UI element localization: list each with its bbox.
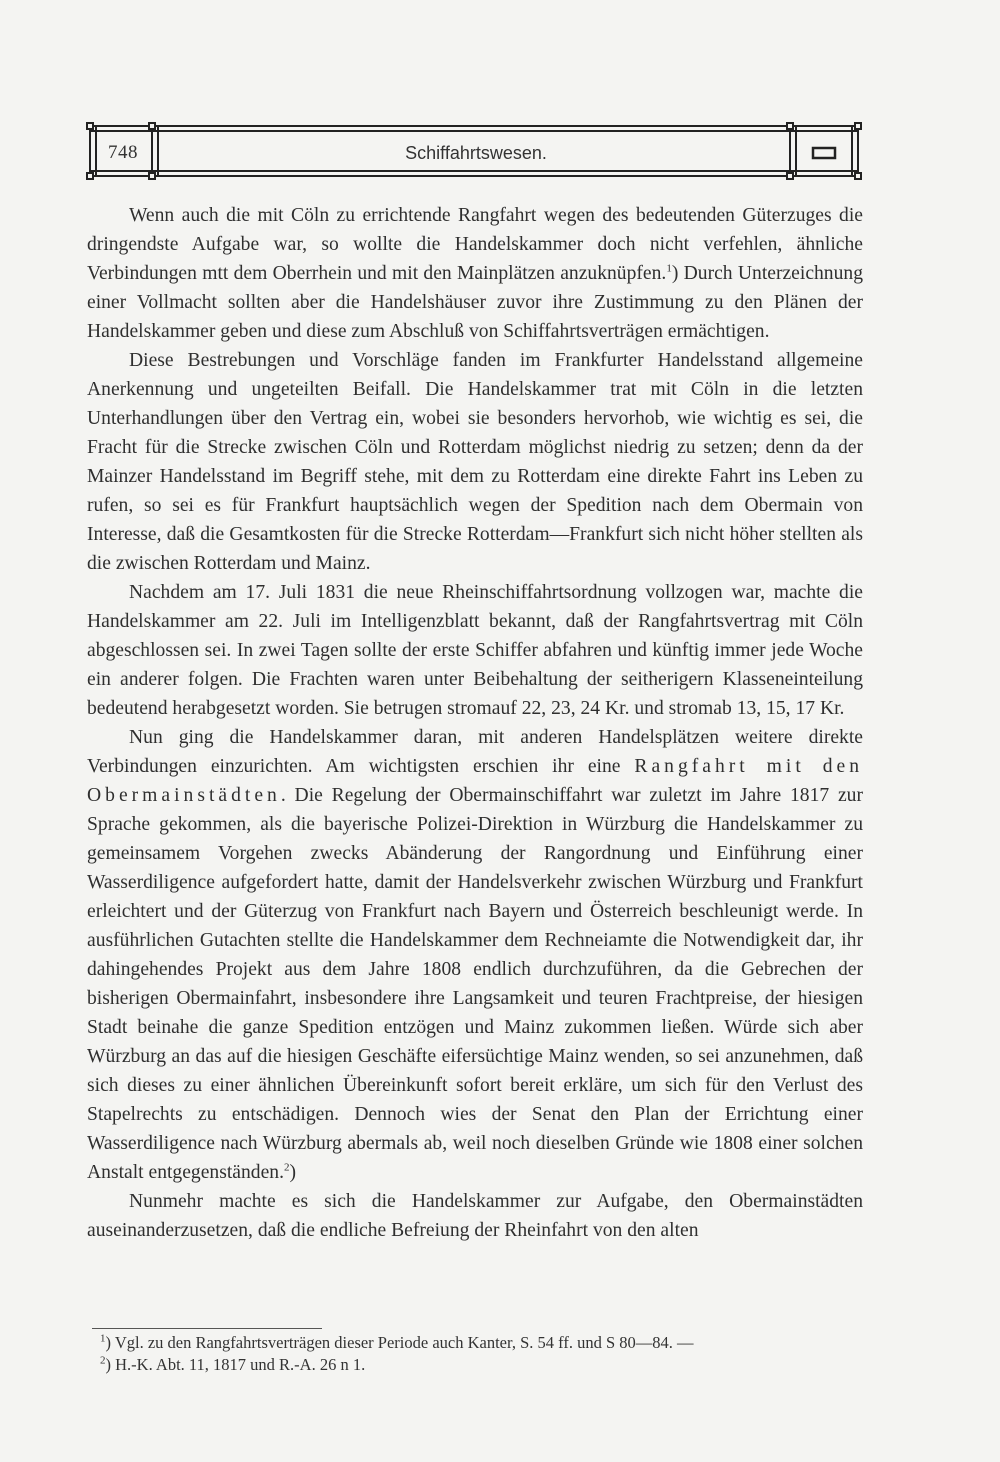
body-text <box>87 201 863 1245</box>
running-title: Schiffahrtswesen. <box>405 143 547 163</box>
paragraph: Nunmehr machte es sich die Handelskammer zur Aufgabe, den Obermainstädten auseinanderzusetzen, daß die endliche Befreiung der Rheinfahrt von den alten <box>87 1191 863 1241</box>
paragraph: Nachdem am 17. Juli 1831 die neue Rheinschiffahrtsordnung vollzogen war, machte die Handelskammer am 22. Juli im Intelligenzblatt bekannt, daß der Rangfahrtsvertrag mit Cöln abgeschlossen sei. In zwei Tagen sollte der erste Schiffer abfahren und künftig immer jede Woche ein anderer folgen. Die Frachten waren unter Beibehaltung der seitherigern Klasseneinteilung bedeutend herabgesetzt worden. Sie betrugen stromauf 22, 23, 24 Kr. und stromab 13, 15, 17 Kr. <box>87 582 863 719</box>
footnote <box>100 1354 870 1376</box>
footnote-divider <box>92 1328 322 1329</box>
footnote-ref: 1 <box>666 262 672 275</box>
paragraph-text: Wenn auch die mit Cöln zu errichtende Rangfahrt wegen des bedeutenden Güterzuges die dringendste Aufgabe war, so wollte die Handelskammer doch nicht verfehlen, ähnliche Verbindungen mtt dem Oberrhein und mit den Mainplätzen anzuknüpfen. <box>87 205 863 284</box>
page-header <box>86 122 862 180</box>
paragraph-text: Nun ging die Handelskammer daran, mit anderen Handelsplätzen weitere direkte Verbindungen einzurichten. Am wichtigsten erschien ihr eine <box>87 727 863 777</box>
paragraph <box>87 201 863 346</box>
paragraph-text: ) <box>289 1162 297 1183</box>
paragraph: Diese Bestrebungen und Vorschläge fanden im Frankfurter Handelsstand allgemeine Anerkennung und ungeteilten Beifall. Die Handelskammer trat mit Cöln in die letzten Unterhandlungen über den Vertrag ein, wobei sie besonders hervorhob, wie wichtig es sei, die Fracht für die Strecke zwischen Cöln und Rotterdam möglichst niedrig zu setzen; denn da der Mainzer Handelsstand im Begriff stehe, mit dem zu Rotterdam eine direkte Fahrt ins Leben zu rufen, so sei es für Frankfurt hauptsächlich wegen der Spedition nach dem Obermain von Interesse, daß die Gesamtkosten für die Strecke Rotterdam—Frankfurt sich nicht höher stellten als die zwischen Rotterdam und Mainz. <box>87 350 863 574</box>
footnotes <box>100 1332 870 1376</box>
footnote-text: ) Vgl. zu den Rangfahrtsverträgen dieser Periode auch Kanter, S. 54 ff. und S 80—84. — <box>105 1333 694 1352</box>
footnote-mark: 2 <box>100 1354 106 1367</box>
footnote <box>100 1332 870 1354</box>
paragraph-text: . Die Regelung der Obermainschiffahrt war zuletzt im Jahre 1817 zur Sprache gekommen, als die bayerische Polizei-Direktion in Würzburg die Handelskammer zu gemeinsamem Vorgehen zwecks Abänderung der Rangordnung und Einführung einer Wasserdiligence aufgefordert hatte, damit der Handelsverkehr zwischen Würzburg und Frankfurt erleichtert und der Güterzug von Frankfurt nach Bayern und Österreich beschleunigt werde. In ausführlichen Gutachten stellte die Handelskammer dem Rechneiamte die Notwendigkeit dar, ihr dahingehendes Projekt aus dem Jahre 1808 endlich durchzuführen, da die Gebrechen der bisherigen Obermainfahrt, insbesondere ihre Langsamkeit und teuren Frachtpreise, der hiesigen Stadt beinahe die ganze Spedition entzögen und Mainz zukommen ließen. Würde sich aber Würzburg an das auf die hiesigen Geschäfte eifersüchtige Mainz wenden, so sei anzunehmen, daß sich dieses zu einer ähnlichen Übereinkunft sofort bereit erkläre, um sich für den Verlust des Stapelrechts zu entschädigen. Dennoch wies der Senat den Plan der Errichtung einer Wasserdiligence nach Würzburg abermals ab, weil noch dieselben Gründe wie 1808 einer solchen Anstalt entgegenständen. <box>87 785 863 1183</box>
footnote-text: ) H.-K. Abt. 11, 1817 und R.-A. 26 n 1. <box>105 1355 366 1374</box>
paragraph-text: ) Durch Unterzeichnung einer Vollmacht sollten aber die Handelshäuser zuvor ihre Zustimmung zu den Plänen der Handelskammer geben und diese zum Abschluß von Schiffahrtsverträgen ermächtigen. <box>87 263 863 342</box>
paragraph <box>87 723 863 1187</box>
emphasized-text: Rangfahrt mit den Obermainstädten <box>87 756 863 806</box>
page-number: 748 <box>108 142 138 163</box>
footnote-mark: 1 <box>100 1332 106 1345</box>
footnote-ref: 2 <box>283 1161 290 1174</box>
